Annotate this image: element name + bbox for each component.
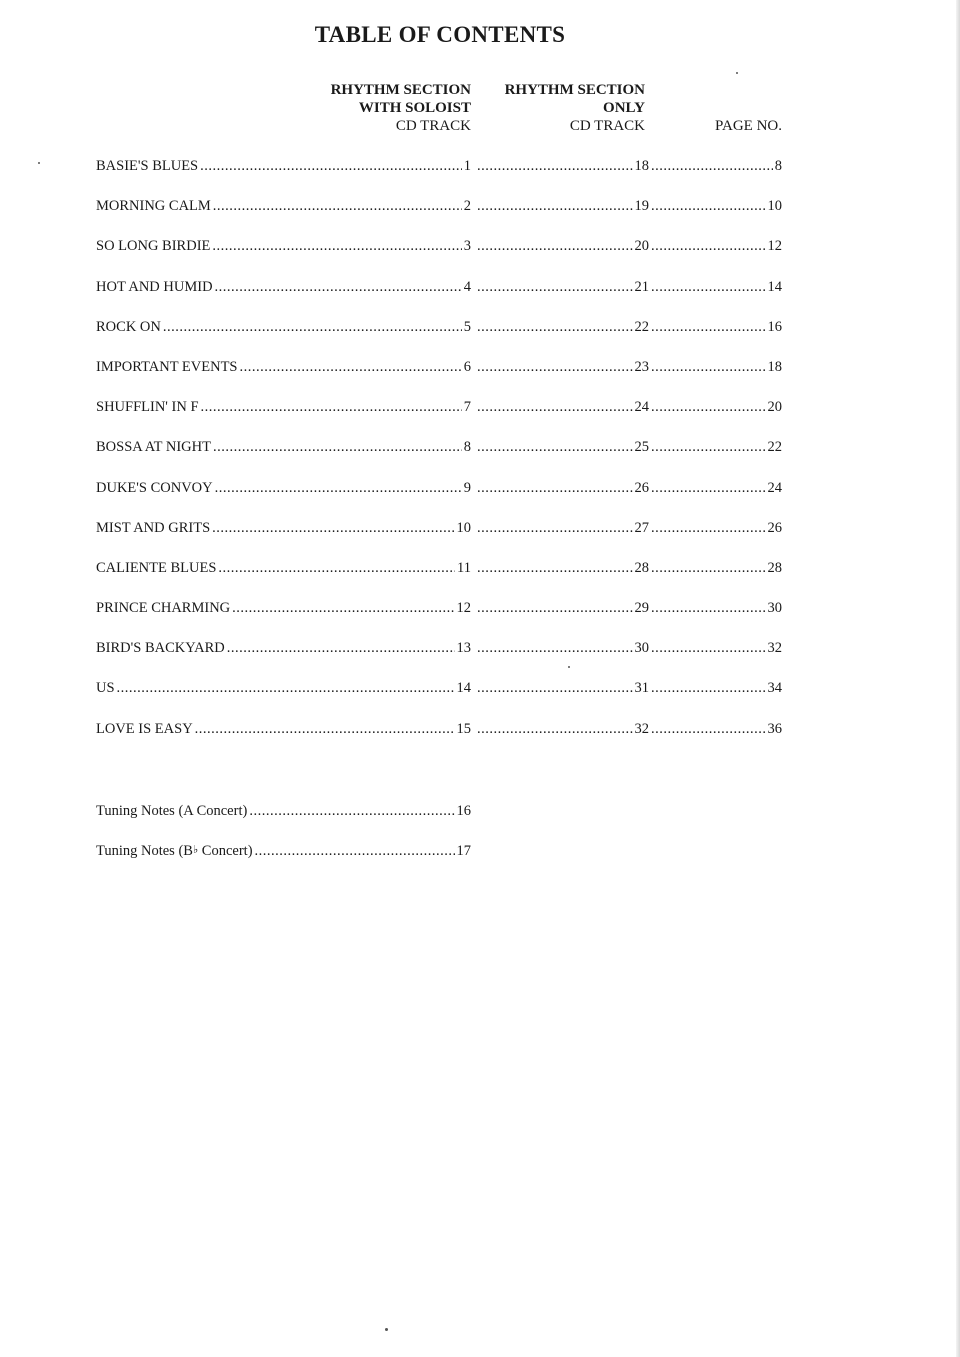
toc-solo-segment [96,478,471,498]
dot-leader [213,196,462,216]
toc-rhythm-segment [475,518,649,538]
toc-page-segment [649,317,782,337]
tuning-segment [96,840,471,861]
toc-page-segment [649,156,782,176]
dot-leader [249,801,454,821]
toc-page-segment [649,277,782,297]
song-title: BASIE'S BLUES [96,158,199,174]
toc-row [96,234,782,274]
tuning-segment [96,800,471,821]
rhythm-track-number: 31 [634,680,649,697]
toc-row [96,355,782,395]
song-title: DUKE'S CONVOY [96,479,213,496]
soloist-track-number: 2 [463,198,471,215]
soloist-track-number: 10 [456,519,471,536]
dot-leader [215,478,462,498]
dot-leader [651,638,766,658]
dot-leader [651,478,766,498]
rhythm-track-number: 25 [634,439,649,456]
page-number: 10 [767,198,782,215]
toc-rhythm-segment [475,678,649,698]
page-number: 12 [767,238,782,255]
dot-leader [477,156,633,176]
dot-leader [117,678,455,698]
tuning-label-suffix: Concert) [198,843,253,860]
dot-leader [651,156,773,176]
page-number: 22 [767,439,782,456]
dot-leader [651,357,766,377]
soloist-track-number: 15 [456,720,471,737]
dot-leader [651,598,766,618]
rhythm-track-number: 29 [634,600,649,617]
dot-leader [477,719,633,739]
dot-leader [201,397,462,417]
dot-leader [477,196,633,216]
tuning-row [96,838,471,878]
toc-solo-segment [96,196,471,216]
column-header-line: ONLY [603,100,645,116]
toc-solo-segment [96,156,471,176]
toc-page-segment [649,236,782,256]
toc-row [96,476,782,516]
toc-page-segment [649,719,782,739]
soloist-track-number: 13 [456,640,471,657]
rhythm-track-number: 27 [634,519,649,536]
toc-rhythm-segment [475,357,649,377]
toc-row [96,516,782,556]
rhythm-track-number: 22 [634,318,649,335]
toc-page-segment [649,518,782,538]
toc-row [96,596,782,636]
dot-leader [215,277,462,297]
toc-page-segment [649,478,782,498]
dot-leader [477,317,633,337]
column-header-line: PAGE NO. [715,118,782,134]
dot-leader [163,317,462,337]
rhythm-track-number: 30 [634,640,649,657]
column-header-line: CD TRACK [395,118,471,134]
page-number: 28 [767,559,782,576]
column-header-page-no [660,117,782,135]
scan-speck [568,666,570,668]
dot-leader [477,638,633,658]
toc-solo-segment [96,638,471,658]
song-title: ROCK ON [96,318,161,335]
dot-leader [477,236,633,256]
column-header-line: CD TRACK [569,118,645,134]
dot-leader [477,437,633,457]
song-title: CALIENTE BLUES [96,559,217,576]
dot-leader [255,841,455,861]
toc-solo-segment [96,437,471,457]
scan-speck [385,1328,388,1331]
dot-leader [651,558,766,578]
page-edge [956,0,960,1357]
toc-page-segment [649,397,782,417]
page-number: 16 [767,318,782,335]
rhythm-track-number: 24 [634,399,649,416]
dot-leader [651,397,766,417]
column-header-line: RHYTHM SECTION [330,82,471,98]
toc-page-segment [649,357,782,377]
tuning-label [96,840,253,861]
dot-leader [651,196,766,216]
toc-row [96,717,782,757]
toc-rhythm-segment [475,397,649,417]
soloist-track-number: 8 [463,439,471,456]
toc-solo-segment [96,357,471,377]
soloist-track-number: 7 [463,399,471,416]
toc-page-segment [649,678,782,698]
toc-rhythm-segment [475,478,649,498]
dot-leader [212,236,461,256]
page-number: 26 [767,519,782,536]
toc-rhythm-segment [475,638,649,658]
soloist-track-number: 11 [457,559,471,576]
page-number: 24 [767,479,782,496]
dot-leader [195,719,455,739]
rhythm-track-number: 19 [634,198,649,215]
page-number: 20 [767,399,782,416]
tuning-row [96,798,471,838]
song-title: IMPORTANT EVENTS [96,358,238,375]
song-title: SHUFFLIN' IN F [96,399,199,416]
toc-row [96,435,782,475]
dot-leader [477,518,633,538]
dot-leader [477,397,633,417]
flat-sign: ♭ [192,844,199,857]
toc-solo-segment [96,397,471,417]
dot-leader [232,598,454,618]
toc-rhythm-segment [475,156,649,176]
toc-solo-segment [96,598,471,618]
dot-leader [651,437,766,457]
song-title: HOT AND HUMID [96,278,213,295]
toc-solo-segment [96,719,471,739]
dot-leader [651,277,766,297]
toc-rhythm-segment [475,719,649,739]
dot-leader [477,598,633,618]
scan-speck [38,162,40,164]
page-number: 32 [767,640,782,657]
toc-solo-segment [96,317,471,337]
soloist-track-number: 6 [463,358,471,375]
tuning-label [96,800,247,821]
song-title: US [96,680,115,697]
page-number: 30 [767,600,782,617]
toc-row [96,676,782,716]
page-title: TABLE OF CONTENTS [314,22,566,47]
dot-leader [477,478,633,498]
toc-solo-segment [96,558,471,578]
toc-row [96,315,782,355]
rhythm-track-number: 26 [634,479,649,496]
dot-leader [477,277,633,297]
soloist-track-number: 12 [456,600,471,617]
tuning-label-prefix: Tuning Notes (B [96,843,193,860]
soloist-track-number: 5 [463,318,471,335]
tuning-track-number: 17 [456,843,471,860]
toc-solo-segment [96,678,471,698]
toc-row [96,275,782,315]
toc-page-segment [649,558,782,578]
song-title: PRINCE CHARMING [96,600,231,617]
soloist-track-number: 14 [456,680,471,697]
dot-leader [227,638,455,658]
page-number: 36 [767,720,782,737]
song-title: BIRD'S BACKYARD [96,640,225,657]
dot-leader [651,518,766,538]
toc-row [96,194,782,234]
rhythm-track-number: 21 [634,278,649,295]
tuning-track-number: 16 [456,803,471,819]
soloist-track-number: 3 [463,238,471,255]
dot-leader [212,518,454,538]
song-title: MORNING CALM [96,198,211,215]
toc-solo-segment [96,518,471,538]
soloist-track-number: 9 [463,479,471,496]
dot-leader [651,236,766,256]
dot-leader [477,558,633,578]
toc-rhythm-segment [475,437,649,457]
toc-rhythm-segment [475,317,649,337]
soloist-track-number: 4 [463,278,471,295]
toc-page-segment [649,638,782,658]
tuning-label-prefix: Tuning Notes (A Concert) [96,803,248,819]
column-header-line: WITH SOLOIST [358,100,471,116]
song-title: MIST AND GRITS [96,519,211,536]
toc-rhythm-segment [475,598,649,618]
toc-page-segment [649,598,782,618]
rhythm-track-number: 23 [634,358,649,375]
song-title: SO LONG BIRDIE [96,238,211,255]
dot-leader [651,317,766,337]
rhythm-track-number: 18 [634,158,649,174]
toc-rhythm-segment [475,558,649,578]
soloist-track-number: 1 [463,158,471,174]
dot-leader [651,678,766,698]
song-title: BOSSA AT NIGHT [96,439,211,456]
column-header-rhythm-only [480,81,645,135]
toc-page-segment [649,196,782,216]
dot-leader [477,678,633,698]
tuning-notes-list [96,798,471,878]
dot-leader [200,156,462,176]
dot-leader [240,357,462,377]
toc-rhythm-segment [475,196,649,216]
scan-speck [736,72,738,74]
dot-leader [651,719,766,739]
toc-solo-segment [96,236,471,256]
dot-leader [218,558,455,578]
toc-row [96,636,782,676]
dot-leader [477,357,633,377]
page-number: 18 [767,358,782,375]
column-header-line: RHYTHM SECTION [504,82,645,98]
page-number: 14 [767,278,782,295]
toc-row [96,556,782,596]
column-header-with-soloist [300,81,471,135]
toc-rhythm-segment [475,236,649,256]
page-number: 34 [767,680,782,697]
page-number: 8 [774,158,782,174]
toc-list [96,154,782,757]
toc-row [96,154,782,194]
toc-rhythm-segment [475,277,649,297]
rhythm-track-number: 32 [634,720,649,737]
dot-leader [213,437,462,457]
rhythm-track-number: 20 [634,238,649,255]
toc-row [96,395,782,435]
song-title: LOVE IS EASY [96,720,193,737]
toc-solo-segment [96,277,471,297]
toc-page-segment [649,437,782,457]
rhythm-track-number: 28 [634,559,649,576]
